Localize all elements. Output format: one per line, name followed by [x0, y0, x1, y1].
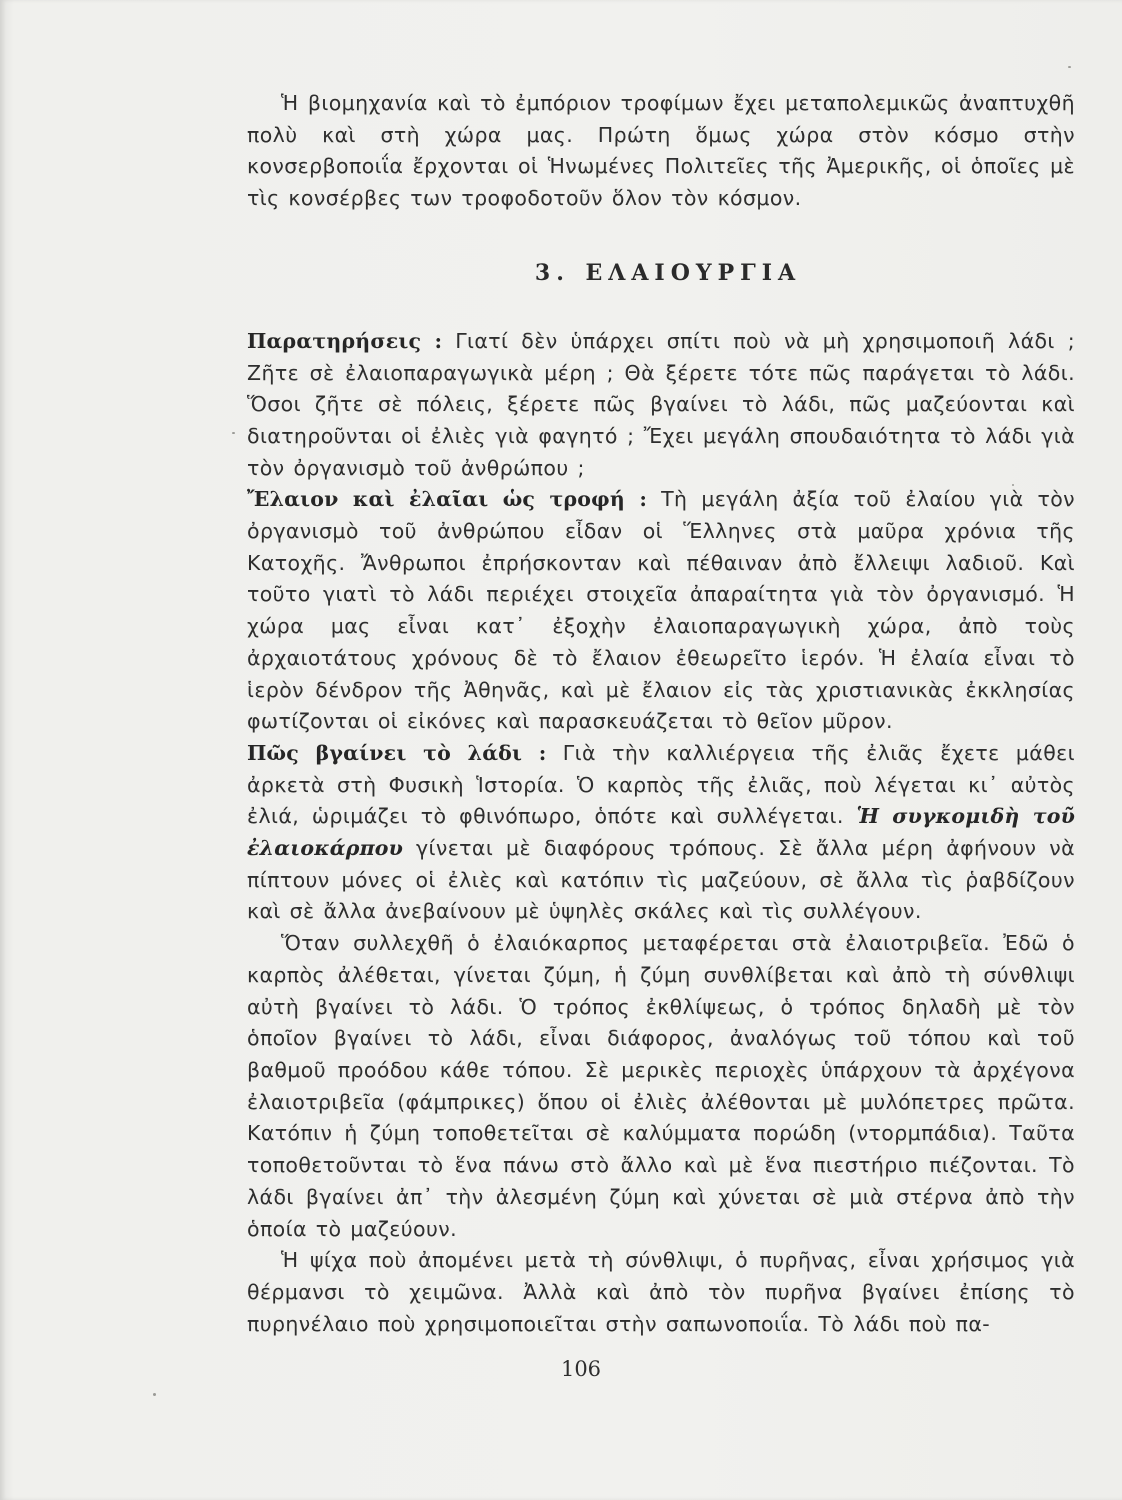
observations-paragraph	[247, 326, 1075, 485]
how-oil-is-made-paragraph	[247, 738, 1075, 928]
paper-speck	[1068, 66, 1071, 68]
section-heading: 3. ΕΛΑΙΟΥΡΓΙΑ	[534, 259, 802, 286]
how-oil-is-made-label: Πῶς βγαίνει τὸ λάδι :	[247, 740, 547, 765]
how-oil-is-made-text-after: γίνεται μὲ διαφόρους τρόπους. Σὲ ἄλλα μέρη ἀφήνουν νὰ πίπτουν μόνες οἱ ἐλιὲς καὶ κατόπιν τὶς μαζεύουν, σὲ ἄλλα τὶς ῥαβδίζουν καὶ σὲ ἄλλα ἀνεβαίνουν μὲ ὑψηλὲς σκάλες καὶ τὶς συλλέγουν.	[247, 836, 1075, 924]
observations-text: Γιατί δὲν ὑπάρχει σπίτι ποὺ νὰ μὴ χρησιμοποιῆ λάδι ; Ζῆτε σὲ ἐλαιοπαραγωγικὰ μέρη ; Θὰ ξέρετε τότε πῶς παράγεται τὸ λάδι. Ὅσοι ζῆτε σὲ πόλεις, ξέρετε πῶς βγαίνει τὸ λάδι, πῶς μαζεύονται καὶ διατηροῦνται οἱ ἐλιὲς γιὰ φαγητό ; Ἔχει μεγάλη σπουδαιότητα τὸ λάδι γιὰ τὸν ὀργανισμὸ τοῦ ἀνθρώπου ;	[247, 328, 1076, 480]
how-oil-is-made-text-before: Γιὰ τὴν καλλιέργεια τῆς ἐλιᾶς ἔχετε μάθει ἀρκετὰ στὴ Φυσικὴ Ἱστορία. Ὁ καρπὸς τῆς ἐλιᾶς, ποὺ λέγεται κι᾽ αὐτὸς ἐλιά, ὡριμάζει τὸ φθινόπωρο, ὁπότε καὶ συλλέγεται.	[247, 740, 1075, 829]
oil-as-food-paragraph	[247, 484, 1075, 738]
oil-as-food-text: Τὴ μεγάλη ἀξία τοῦ ἐλαίου γιὰ τὸν ὀργανισμὸ τοῦ ἀνθρώπου εἶδαν οἱ Ἕλληνες στὰ μαῦρα χρόνια τῆς Κατοχῆς. Ἄνθρωποι ἐπρήσκονταν καὶ πέθαιναν ἀπὸ ἔλλειψι λαδιοῦ. Καὶ τοῦτο γιατὶ τὸ λάδι περιέχει στοιχεῖα ἀπαραίτητα γιὰ τὸν ὀργανισμό. Ἡ χώρα μας εἶναι κατ᾽ ἐξοχὴν ἐλαιοπαραγωγικὴ χώρα, ἀπὸ τοὺς ἀρχαιοτάτους χρόνους δὲ τὸ ἔλαιον ἐθεωρεῖτο ἱερόν. Ἡ ἐλαία εἶναι τὸ ἱερὸν δένδρον τῆς Ἀθηνᾶς, καὶ μὲ ἔλαιον εἰς τὰς χριστιανικὰς ἐκκλησίας φωτίζονται οἱ εἰκόνες καὶ παρασκευάζεται τὸ θεῖον μῦρον.	[247, 487, 1076, 734]
harvest-emphasis: Ἡ συγκομιδὴ τοῦ ἐλαιοκάρπου	[247, 804, 1075, 861]
observations-label: Παρατηρήσεις :	[247, 328, 443, 353]
page-body	[247, 88, 1075, 1340]
oil-as-food-label: Ἔλαιον καὶ ἐλαῖαι ὡς τροφή :	[247, 487, 648, 512]
paper-speck	[153, 1393, 156, 1396]
paper-speck	[1012, 484, 1014, 486]
pressing-paragraph: Ὅταν συλλεχθῆ ὁ ἐλαιόκαρπος μεταφέρεται στὰ ἐλαιοτριβεῖα. Ἐδῶ ὁ καρπὸς ἀλέθεται, γίνεται ζύμη, ἡ ζύμη συνθλίβεται καὶ ἀπὸ τὴ σύνθλιψι αὐτὴ βγαίνει τὸ λάδι. Ὁ τρόπος ἐκθλίψεως, ὁ τρόπος δηλαδὴ μὲ τὸν ὁποῖον βγαίνει τὸ λάδι, εἶναι διάφορος, ἀναλόγως τοῦ τόπου καὶ τοῦ βαθμοῦ προόδου κάθε τόπου. Σὲ μερικὲς περιοχὲς ὑπάρχουν τὰ ἀρχέγονα ἐλαιοτριβεῖα (φάμπρικες) ὅπου οἱ ἐλιὲς ἀλέθονται μὲ μυλόπετρες πρῶτα. Κατόπιν ἡ ζύμη τοποθετεῖται σὲ καλύμματα πορώδη (ντορμπάδια). Ταῦτα τοποθετοῦνται τὸ ἕνα πάνω στὸ ἄλλο καὶ μὲ ἕνα πιεστήριο πιέζονται. Τὸ λάδι βγαίνει ἀπ᾽ τὴν ἀλεσμένη ζύμη καὶ χύνεται σὲ μιὰ στέρνα ἀπὸ τὴν ὁποία τὸ μαζεύουν.	[247, 931, 1075, 1241]
intro-paragraph: Ἡ βιομηχανία καὶ τὸ ἐμπόριον τροφίμων ἔχει μεταπολεμικῶς ἀναπτυχθῆ πολὺ καὶ στὴ χώρα μας. Πρώτη ὅμως χώρα στὸν κόσμο στὴν κονσερβοποιΐα ἔρχονται οἱ Ἡνωμένες Πολιτεῖες τῆς Ἀμερικῆς, οἱ ὁποῖες μὲ τὶς κονσέρβες των τροφοδοτοῦν ὅλον τὸν κόσμον.	[247, 91, 1075, 211]
paper-speck	[232, 432, 235, 434]
page-number: 106	[560, 1357, 602, 1381]
pomace-paragraph: Ἡ ψίχα ποὺ ἀπομένει μετὰ τὴ σύνθλιψι, ὁ πυρῆνας, εἶναι χρήσιμος γιὰ θέρμανσι τὸ χειμῶνα. Ἀλλὰ καὶ ἀπὸ τὸν πυρῆνα βγαίνει ἐπίσης τὸ πυρηνέλαιο ποὺ χρησιμοποιεῖται στὴν σαπωνοποιΐα. Τὸ λάδι ποὺ πα-	[247, 1248, 1075, 1336]
